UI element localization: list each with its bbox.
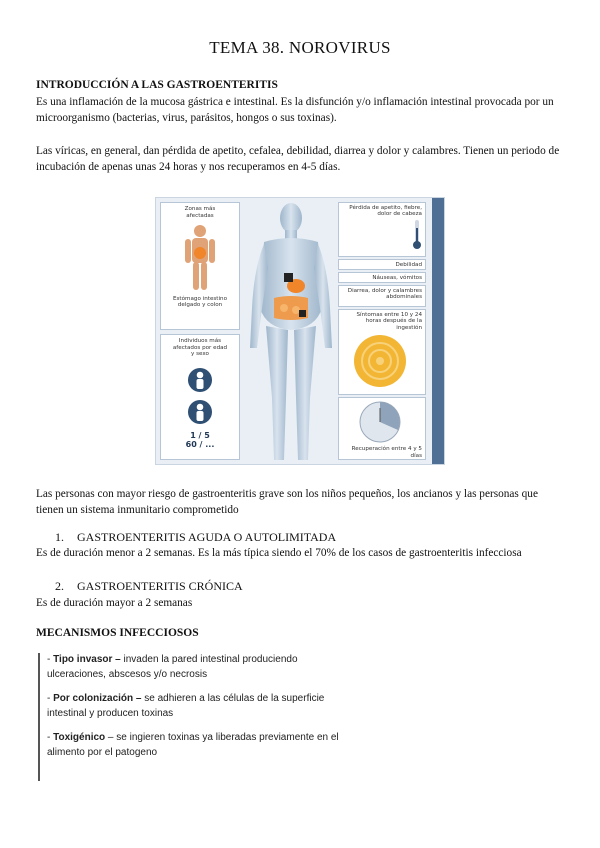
mechanism-text: – se ingieren toxinas ya liberadas previamente en el alimento por el patogeno [47, 732, 339, 758]
mechanism-invasive [47, 653, 358, 682]
mechanism-prefix: - [47, 693, 54, 704]
type-1-label: GASTROENTERITIS AGUDA O AUTOLIMITADA [77, 530, 337, 544]
intro-heading: INTRODUCCIÓN A LAS GASTROENTERITIS [36, 79, 278, 91]
intro-paragraph-1: Es una inflamación de la mucosa gástrica e intestinal. Es la disfunción y/o inflamación intestinal provocada por un microorganismo (bacterias, virus, parásitos, hongos o sus toxinas). [36, 96, 554, 124]
figure-side-stripe [432, 198, 444, 465]
nausea-label: Náuseas, vómitos [372, 275, 422, 281]
mechanisms-heading: MECANISMOS INFECCIOSOS [36, 627, 199, 639]
zones-label: Zonas más afectadas [184, 206, 216, 219]
type-2-number: 2. [55, 579, 64, 593]
figure-left-panel [160, 202, 240, 460]
mechanism-text: se adhieren a las células de la superficie intestinal y producen toxinas [47, 693, 325, 719]
mechanism-text: invaden la pared intestinal produciendo ulceraciones, abscesos y/o necrosis [47, 654, 298, 680]
page-title: TEMA 38. NOROVIRUS [209, 38, 391, 57]
type-1-description: Es de duración menor a 2 semanas. Es la más típica siendo el 70% de los casos de gastroenteritis infecciosa [36, 547, 522, 559]
diarrhea-label: Diarrea, dolor y calambres abdominales [347, 288, 422, 301]
recovery-label: Recuperación entre 4 y 5 días [351, 446, 422, 459]
mechanism-toxigenic [47, 731, 358, 760]
organs-label: Estómago intestino delgado y colon [172, 295, 228, 308]
ratio-2: 60 / ... [185, 439, 215, 449]
small-body-icon [180, 223, 220, 293]
symptoms-box [338, 309, 426, 395]
appetite-box [338, 202, 426, 257]
mechanism-prefix: - [47, 654, 54, 665]
mechanism-term: Tipo invasor – [53, 654, 121, 665]
type-2-label: GASTROENTERITIS CRÓNICA [77, 579, 243, 593]
zones-box [160, 202, 240, 330]
figure-right-panel [338, 202, 428, 460]
recovery-clock-icon [358, 400, 402, 444]
individuals-label: Individuos más afectados por edad y sexo [172, 338, 228, 357]
body-illustration [244, 198, 338, 465]
clock-icon [352, 333, 408, 389]
type-1-number: 1. [55, 530, 64, 544]
mechanism-prefix: - [47, 732, 54, 743]
mechanisms-callout [38, 653, 358, 781]
thermometer-icon [412, 220, 422, 250]
type-2-item [55, 579, 243, 594]
person-icon [187, 367, 213, 393]
diarrhea-box [338, 285, 426, 307]
mechanism-term: Toxigénico [53, 732, 106, 743]
nausea-box [338, 272, 426, 283]
weakness-box [338, 259, 426, 270]
recovery-box [338, 397, 426, 460]
type-2-description: Es de duración mayor a 2 semanas [36, 597, 193, 609]
gastroenteritis-figure [155, 197, 445, 465]
person-icon [187, 399, 213, 425]
symptoms-label: Síntomas entre 10 y 24 horas después de la ingestión [356, 312, 422, 331]
intro-paragraph-2: Las víricas, en general, dan pérdida de apetito, cefalea, debilidad, diarrea y dolor y calambres. Tienen un periodo de incubación de apenas unas 24 horas y nos recuperamos en 4-5 días. [36, 145, 560, 173]
ratio-1: 1 / 5 [190, 430, 210, 440]
weakness-label: Debilidad [395, 262, 422, 268]
mechanism-term: Por colonización – [53, 693, 142, 704]
individuals-box [160, 334, 240, 460]
appetite-label: Pérdida de apetito, fiebre, dolor de cabeza [349, 205, 422, 218]
mechanism-colonization [47, 692, 358, 721]
risk-paragraph: Las personas con mayor riesgo de gastroenteritis grave son los niños pequeños, los ancianos y las personas que tienen un sistema inmunitario comprometido [36, 488, 538, 516]
type-1-item [55, 530, 336, 545]
